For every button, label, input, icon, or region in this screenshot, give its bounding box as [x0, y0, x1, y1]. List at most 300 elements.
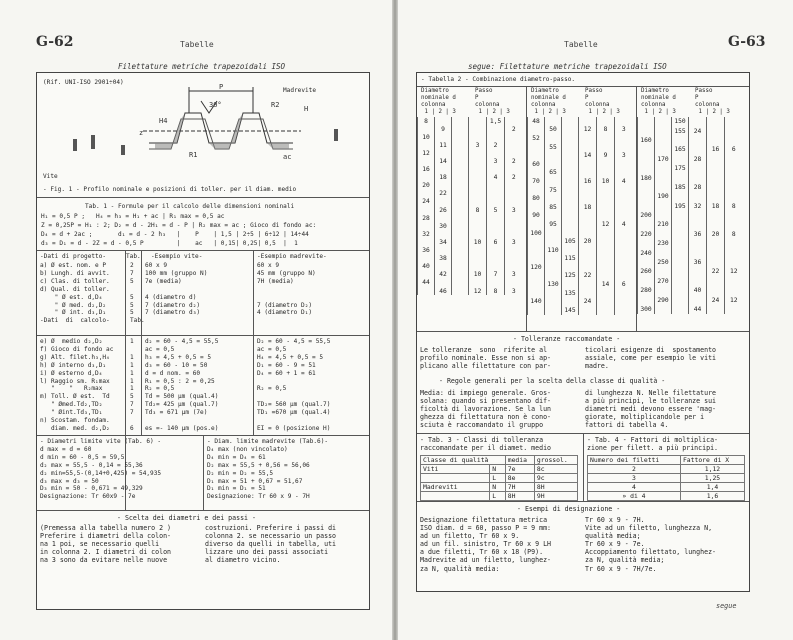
tab2-cell	[672, 277, 689, 286]
tab2-cell: 16	[707, 145, 725, 154]
tab2-cell	[579, 289, 597, 298]
tab2-cell	[615, 237, 633, 246]
tab2-cell: 6	[487, 238, 505, 246]
tab2-cell	[469, 149, 487, 157]
tab2-row	[418, 174, 523, 182]
tab2-cell: 270	[655, 277, 672, 286]
fig-label-z: z	[139, 129, 144, 137]
tab2-cell	[562, 280, 579, 289]
tab2-cell	[469, 166, 487, 174]
tab2-cell: 10	[418, 133, 435, 141]
tab2-row	[418, 238, 523, 246]
tab2-cell: 18	[435, 174, 452, 182]
tab2-cell	[452, 238, 469, 246]
tab2-cell: 150	[672, 117, 689, 126]
tab2-cell	[615, 160, 633, 169]
tab2-cell	[597, 117, 615, 126]
tab2-cell	[725, 211, 743, 220]
tab4-cell: 1,25	[680, 474, 744, 483]
tab2-cell: 125	[562, 272, 579, 281]
tab1-line: H₁ = 0,5 P ; H₄ = h₃ = H₁ + ac | R₁ max = 0,5 ac	[41, 213, 225, 220]
tab2-cell	[597, 255, 615, 264]
tab2-cell	[469, 255, 487, 263]
tab2-cell	[418, 206, 435, 214]
tab2-cell	[435, 263, 452, 271]
tab2-cell	[672, 286, 689, 295]
tab2-row	[638, 305, 743, 314]
tab2-cell	[469, 279, 487, 287]
tab2-cell	[597, 134, 615, 143]
tab2-row	[418, 166, 523, 174]
tab2-cell	[435, 214, 452, 222]
tab2-cell	[418, 255, 435, 263]
tab2-cell: 22	[579, 272, 597, 281]
tab2-cell	[707, 126, 725, 135]
tab2-cell	[505, 198, 523, 206]
tab2-cell: 220	[638, 230, 655, 239]
tab2-cell	[505, 222, 523, 230]
tab1-title: Tab. 1 - Formule per il calcolo delle dimensioni nominali	[85, 203, 295, 210]
tab2-cell	[725, 136, 743, 145]
tab2-cell	[615, 212, 633, 221]
tab2-cell	[615, 203, 633, 212]
tab2-cell	[487, 255, 505, 263]
main-box	[416, 72, 750, 592]
tab2-cell: 12	[725, 267, 743, 276]
tab2-cell: 260	[638, 267, 655, 276]
tab2-row	[638, 248, 743, 257]
tab2-cell	[487, 230, 505, 238]
tab2-cell	[672, 136, 689, 145]
tab2-row	[418, 214, 523, 222]
col-divider	[583, 433, 584, 501]
tab2-cell	[615, 134, 633, 143]
tab2-cell	[505, 117, 523, 125]
tab2-cell: 70	[528, 177, 545, 186]
dati-head: Tab.	[126, 253, 141, 260]
tab2-cell	[562, 194, 579, 203]
tab2-cell	[528, 289, 545, 298]
tab2-cell	[505, 149, 523, 157]
tab2-cell: 16	[579, 177, 597, 186]
tab2-cell	[435, 279, 452, 287]
tab2-cell	[452, 117, 469, 125]
tab1-line: D₄ = d + 2ac ; d₁ = d - 2 h₃ | P | 1,5 | 2÷5 | 6÷12 | 14÷44	[41, 231, 309, 238]
tab2-cell	[528, 186, 545, 195]
tab2-cell	[452, 287, 469, 295]
tab4-head: Numero dei filetti	[588, 456, 681, 465]
tab2-cell	[597, 297, 615, 306]
tab2-cell: 28	[418, 214, 435, 222]
tab2-cell	[487, 133, 505, 141]
tab2-cell	[707, 117, 725, 126]
tab3-cell: 8H	[534, 483, 577, 492]
tab2-cell	[707, 136, 725, 145]
tab2-cell	[452, 190, 469, 198]
dati-col1: a) Ø est. nom. e P b) Lungh. di avvit. c) Clas. di toller. d) Qual. di toller. " Ø est. d,D₄ " Ø med. d₂,D₂ " Ø int. d₃,D₁ -Dati di calcolo-	[40, 262, 110, 325]
tab2-cell	[579, 194, 597, 203]
tab2-cell: 24	[707, 295, 725, 304]
tab2-cell	[528, 203, 545, 212]
tab2-cell: 3	[505, 287, 523, 295]
tab2-cell	[505, 255, 523, 263]
tab2-cell	[469, 182, 487, 190]
tab2-cell: 4	[615, 220, 633, 229]
tab2-cell	[452, 141, 469, 149]
tab2-cell	[638, 155, 655, 164]
tab2-cell	[689, 267, 707, 276]
tab2-cell: 65	[545, 169, 562, 178]
tab2-cell	[469, 190, 487, 198]
divider	[417, 331, 749, 332]
page-title: segue: Filettature metriche trapezoidali ISO	[468, 62, 667, 71]
tab2-row	[528, 280, 633, 289]
tab2-cell	[579, 229, 597, 238]
tab2-cell	[707, 248, 725, 257]
tab2-cell	[452, 271, 469, 279]
tab2-cell: 280	[638, 286, 655, 295]
tab2-row	[638, 126, 743, 135]
tab3-cell: 7e	[505, 465, 534, 474]
tab2-row	[528, 134, 633, 143]
tab2-cell	[655, 173, 672, 182]
dati-col4: 60 x 9 45 mm (gruppo N) 7H (media) 7 (diametro D₂) 4 (diametro D₁)	[257, 262, 316, 317]
tab4-cell: 2	[588, 465, 681, 474]
tab2-cell	[638, 277, 655, 286]
tab2-cell	[579, 117, 597, 126]
right-page	[398, 0, 793, 640]
tab2-cell	[725, 248, 743, 257]
tab2-cell: 8	[487, 287, 505, 295]
thread-profile-figure	[39, 83, 367, 183]
tab3-cell: N	[490, 483, 505, 492]
tab2-row	[528, 126, 633, 135]
tab2-cell: 14	[435, 157, 452, 165]
tab2-cell: 3	[615, 151, 633, 160]
tab2-row	[418, 287, 523, 295]
tab2-row	[638, 295, 743, 304]
tab2-cell	[707, 239, 725, 248]
fig-label-r2: R2	[271, 101, 280, 109]
tab2-cell: 16	[418, 166, 435, 174]
tab2-cell	[505, 263, 523, 271]
tab2-cell	[452, 230, 469, 238]
tab2-cell	[418, 157, 435, 165]
tab2-cell	[689, 173, 707, 182]
tab2-cell	[452, 133, 469, 141]
tab2-cell: 6	[725, 145, 743, 154]
tab2-cell: 26	[435, 206, 452, 214]
tab2-cell	[615, 246, 633, 255]
calc-col3: d₂ = 60 - 4,5 = 55,5 ac = 0,5 h₃ = 4,5 + 0,5 = 5 d₃ = 60 - 10 = 50 d = d nom. = 60 R₁ = 0,5 : 2 = 0,25 R₂ = 0,5 Td = 500 µm (qual.4) Td₂= 425 µm (qual.7) Td₃ = 671 µm (7e) es =- 140 µm (pos.e)	[145, 338, 219, 432]
tab2-row	[638, 230, 743, 239]
tab2-cell	[615, 229, 633, 238]
tab2-cell: 3	[615, 126, 633, 135]
tab2-cell	[655, 230, 672, 239]
tab2-cell	[707, 220, 725, 229]
tab4-table	[587, 455, 745, 501]
tab2-cell: 9	[597, 151, 615, 160]
fig-caption: - Fig. 1 - Profilo nominale e posizioni di toller. per il diam. medio	[43, 186, 297, 193]
tab2-cell	[615, 143, 633, 152]
tab2-cell	[528, 126, 545, 135]
tab2-cell	[655, 305, 672, 314]
tab3-title: - Tab. 3 - Classi di tolleranza raccomandate per il diamet. medio	[420, 436, 552, 453]
tab2-cell	[562, 117, 579, 126]
col-divider	[253, 250, 254, 436]
tab2-cell	[562, 220, 579, 229]
tab2-cell: 20	[579, 237, 597, 246]
tab2-cell	[469, 125, 487, 133]
tab2-table	[417, 87, 749, 314]
tab2-cell: 185	[672, 183, 689, 192]
tab2-cell	[707, 173, 725, 182]
tab2-cell	[435, 198, 452, 206]
tab2-cell: 42	[435, 271, 452, 279]
tab4-head: Fattore di X	[680, 456, 744, 465]
tab2-cell	[689, 164, 707, 173]
tab2-cell: 8	[418, 117, 435, 125]
tab2-head-diam: Diametro nominale d colonna 1 | 2 | 3	[531, 88, 566, 115]
tab2-cell	[469, 133, 487, 141]
tab2-cell: 36	[689, 258, 707, 267]
tab2-cell	[435, 247, 452, 255]
tab2-cell	[452, 157, 469, 165]
tab2-cell	[545, 212, 562, 221]
tab2-cell	[528, 272, 545, 281]
tab2-cell	[672, 267, 689, 276]
tab2-cell	[545, 229, 562, 238]
fig-vite-label: Vite	[43, 173, 58, 180]
tab2-cell	[638, 239, 655, 248]
esempi-col1: Designazione filettatura metrica ISO diam. d = 60, passo P = 9 mm: ad un filetto, Tr 60 x 9. ad un fil. sinistro, Tr 60 x 9 LH a due filetti, Tr 60 x 18 (P9). Madrevite ad un filetto, lunghez- za N, qualità media:	[420, 516, 552, 573]
esempi-col2: Tr 60 x 9 - 7H. Vite ad un filetto, lunghezza N, qualità media; Tr 60 x 9 - 7e. Accoppiamento filettato, lunghez- za N, qualità media; Tr 60 x 9 - 7H/7e.	[585, 516, 717, 573]
tab2-cell	[469, 263, 487, 271]
tab2-cell: 12	[725, 295, 743, 304]
limite-madrevite: - Diam. limite madrevite (Tab.6)- D₄ max (non vincolato) D₄ min = D₄ = 61 D₂ max = 55,5 + 0,56 = 56,06 D₂ min = D₂ = 55,5 D₁ max = 51 + 0,67 = 51,67 D₁ min = D₁ = 51 Designazione: Tr 60 x 9 - 7H	[207, 438, 329, 501]
tab2-cell	[725, 258, 743, 267]
tab2-cell	[689, 211, 707, 220]
tab2-cell	[579, 220, 597, 229]
tab2-cell: 165	[672, 145, 689, 154]
tab3-cell: 9H	[534, 492, 577, 501]
tab2-cell	[452, 174, 469, 182]
tab2-cell	[689, 117, 707, 126]
tab2-cell	[597, 143, 615, 152]
fig-label-h4: H4	[159, 117, 168, 125]
tab2-cell	[597, 203, 615, 212]
tab2-row	[638, 202, 743, 211]
tab2-cell	[655, 126, 672, 135]
tab2-row	[638, 277, 743, 286]
tab2-cell	[597, 186, 615, 195]
tab2-cell	[615, 186, 633, 195]
tab2-cell	[672, 220, 689, 229]
tab2-row	[638, 220, 743, 229]
tab2-cell	[562, 177, 579, 186]
tab2-cell: 3	[505, 238, 523, 246]
tab2-cell	[452, 206, 469, 214]
tab2-cell	[597, 229, 615, 238]
tab2-row	[418, 279, 523, 287]
tab2-cell: 7	[487, 271, 505, 279]
tab2-row	[418, 117, 523, 125]
fig-ref: (Rif. UNI-ISO 2901÷04)	[43, 79, 124, 86]
tab2-cell	[452, 214, 469, 222]
tab2-row	[418, 190, 523, 198]
tab4-cell: 1,12	[680, 465, 744, 474]
tab3-cell: L	[490, 474, 505, 483]
scelta-col1: (Premessa alla tabella numero 2 ) Preferire i diametri della colon- na 1 poi, se necessario quelli in colonna 2. I diametri di colon na 3 sono da evitare nelle nuove	[40, 524, 172, 565]
tab2-cell	[418, 222, 435, 230]
tab2-row	[528, 203, 633, 212]
tab2-cell: 3	[505, 206, 523, 214]
tab2-cell: 4	[615, 177, 633, 186]
tab2-cell	[545, 263, 562, 272]
tab2-row	[418, 182, 523, 190]
tab2-cell	[505, 279, 523, 287]
tab2-cell: 12	[418, 149, 435, 157]
tab2-cell	[615, 306, 633, 315]
page-number: G-63	[728, 34, 766, 50]
tab2-row	[418, 149, 523, 157]
tab3-cell: Madreviti	[421, 483, 490, 492]
tab2-cell: 20	[418, 182, 435, 190]
tab2-cell	[597, 169, 615, 178]
tab2-cell: 18	[707, 202, 725, 211]
tab2-row	[528, 289, 633, 298]
tab4-cell: 3	[588, 474, 681, 483]
tab2-cell	[562, 263, 579, 272]
tab3-cell: Viti	[421, 465, 490, 474]
tab2-cell	[689, 295, 707, 304]
tab2-cell	[545, 297, 562, 306]
tab2-cell	[562, 143, 579, 152]
tab2-row	[418, 222, 523, 230]
tab2-cell	[487, 190, 505, 198]
tab2-cell	[418, 287, 435, 295]
tab2-cell: 10	[597, 177, 615, 186]
page-header: Tabelle	[564, 40, 598, 49]
tab2-cell	[638, 126, 655, 135]
tab2-cell	[562, 169, 579, 178]
tab2-row	[418, 263, 523, 271]
tab2-row	[418, 125, 523, 133]
tab2-cell	[689, 277, 707, 286]
calc-col4: D₂ = 60 - 4,5 = 55,5 ac = 0,5 H₄ = 4,5 + 0,5 = 5 D₁ = 60 - 9 = 51 D₄ = 60 + 1 = 61 R₂ = 0,5 TD₂= 560 µm (qual.7) TD₁ =670 µm (qual.4) EI = 0 (posizione H)	[257, 338, 331, 432]
tab1-line: d₃ = D₁ = d - 2Z = d - 0,5 P | ac | 0,15| 0,25| 0,5 | 1	[41, 240, 298, 247]
tab2-cell: 140	[528, 297, 545, 306]
tab3-table	[420, 455, 578, 501]
fig-label-30: 30°	[209, 101, 222, 109]
tab2-cell	[579, 263, 597, 272]
tab2-cell: 12	[579, 126, 597, 135]
divider	[37, 197, 369, 198]
divider	[37, 510, 369, 511]
dati-head: -Dati di progetto-	[40, 253, 107, 260]
tab2-row	[418, 271, 523, 279]
tab2-cell	[487, 198, 505, 206]
tab2-cell	[655, 248, 672, 257]
tab2-cell: 80	[528, 194, 545, 203]
tab2-cell	[579, 134, 597, 143]
tab2-cell: 3	[487, 157, 505, 165]
tab2-cell	[725, 173, 743, 182]
tab2-cell	[655, 183, 672, 192]
tab2-cell: 240	[638, 248, 655, 257]
tab2-row	[528, 272, 633, 281]
tab2-cell	[505, 247, 523, 255]
tab2-cell: 12	[469, 287, 487, 295]
tab2-cell	[528, 246, 545, 255]
tab2-cell: 3	[469, 141, 487, 149]
tab2-cell: 30	[435, 222, 452, 230]
tab2-cell	[562, 212, 579, 221]
tab2-cell: 300	[638, 305, 655, 314]
tab2-cell	[452, 166, 469, 174]
tab2-cell: 14	[597, 280, 615, 289]
tab2-cell	[487, 222, 505, 230]
tab2-grid	[637, 117, 743, 314]
tab2-cell: 130	[545, 280, 562, 289]
tab2-cell	[725, 277, 743, 286]
tab2-cell	[707, 192, 725, 201]
tab2-cell: 75	[545, 186, 562, 195]
tab2-cell: 11	[435, 141, 452, 149]
tab3-cell: 8c	[534, 465, 577, 474]
tab2-row	[418, 141, 523, 149]
tab2-cell	[505, 182, 523, 190]
tab2-cell	[487, 182, 505, 190]
tab4-cell: 4	[588, 483, 681, 492]
tab2-cell: 90	[528, 212, 545, 221]
tab2-cell: 8	[725, 230, 743, 239]
tab2-row	[528, 212, 633, 221]
tab2-cell: 44	[689, 305, 707, 314]
tab2-cell: 12	[597, 220, 615, 229]
calc-col1: e) Ø medio d₂,D₂ f) Gioco di fondo ac g) Alt. filet.h₃,H₄ h) Ø interno d₃,D₁ i) Ø esterno d,D₄ l) Raggio sm. R₁max " " R₂max m) Toll. Ø est. Td " Ømed.Td₂,TD₂ " Øint.Td₃,TD₁ n) Scostam. fondam. diam. med. d₂,D₂	[40, 338, 114, 432]
tab2-cell	[505, 133, 523, 141]
tab2-cell	[545, 134, 562, 143]
tab2-cell	[545, 306, 562, 315]
tab2-cell: 38	[435, 255, 452, 263]
tab2-cell: 190	[655, 192, 672, 201]
tab2-cell: 2	[505, 125, 523, 133]
tab2-cell	[707, 258, 725, 267]
tab4-cell: 1,4	[680, 483, 744, 492]
tab3-cell: 9c	[534, 474, 577, 483]
tab2-cell	[689, 248, 707, 257]
tab2-row	[638, 286, 743, 295]
fig-label-ac: ac	[283, 153, 292, 161]
tab2-row	[528, 220, 633, 229]
calc-col2: 1 1 1 1 1 1 5 7 7 6	[130, 338, 134, 432]
tab2-cell: 95	[545, 220, 562, 229]
tab2-cell	[435, 182, 452, 190]
tab2-head-passo: Passo P colonna 1 | 2 | 3	[585, 88, 620, 115]
tab2-cell: 175	[672, 164, 689, 173]
tab2-cell	[579, 186, 597, 195]
tab2-cell: 145	[562, 306, 579, 315]
dati-col2: 2 7 5 5 5 5 Tab.	[130, 262, 145, 325]
tab2-row	[528, 151, 633, 160]
tab2-cell	[707, 155, 725, 164]
scelta-col2: costruzioni. Preferire i passi di colonna 2. se necessario un passo diverso da quelli in tabella, uti lizzare uno dei passi associati al diametro vicino.	[205, 524, 337, 565]
raccom-col4: di lunghezza N. Nelle filettature a più principi, le tolleranze sui diametri medi devono essere 'mag- giorate, moltiplicandole per i fattori di tabella 4.	[585, 389, 717, 430]
raccom-sub: - Regole generali per la scelta della classe di qualità -	[439, 377, 666, 385]
tab2-cell	[435, 230, 452, 238]
tab2-cell	[638, 192, 655, 201]
